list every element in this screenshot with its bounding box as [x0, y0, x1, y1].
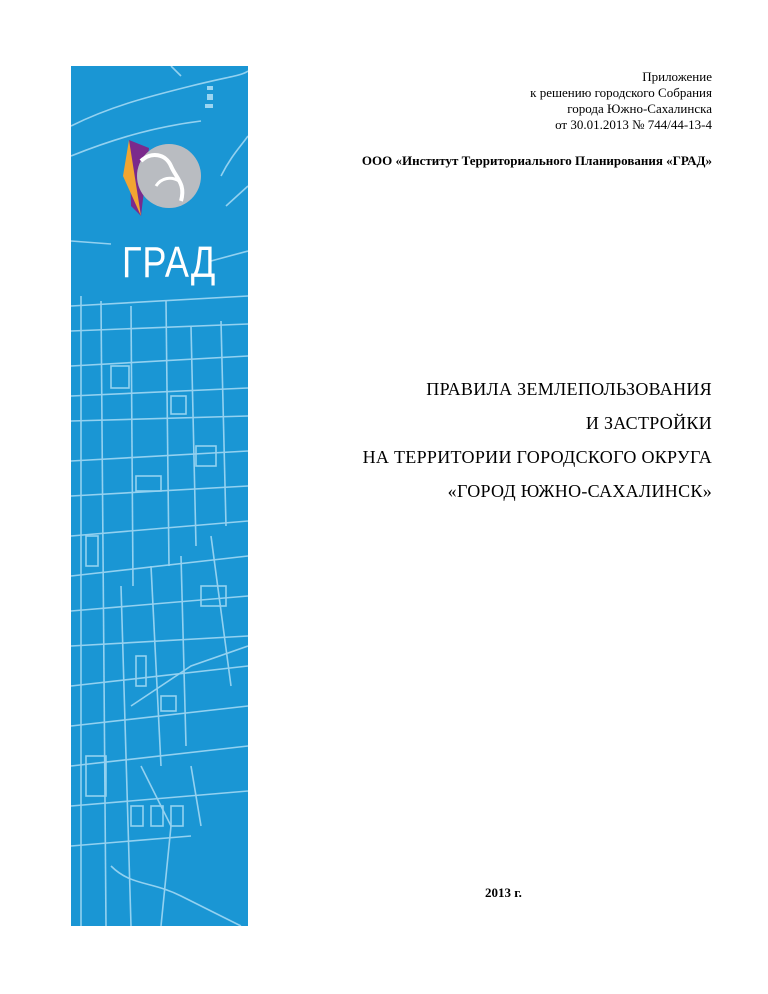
- appendix-note: [530, 69, 712, 133]
- city-map-banner: [71, 66, 248, 926]
- appendix-line: к решению городского Собрания: [530, 85, 712, 100]
- document-year: 2013 г.: [485, 885, 522, 900]
- grad-logo-icon: [71, 66, 248, 926]
- title-line: НА ТЕРРИТОРИИ ГОРОДСКОГО ОКРУГА: [362, 447, 712, 467]
- title-line: ПРАВИЛА ЗЕМЛЕПОЛЬЗОВАНИЯ: [426, 379, 712, 399]
- logo-wordmark: ГРАД: [122, 238, 217, 287]
- title-line: И ЗАСТРОЙКИ: [585, 413, 712, 433]
- appendix-line: Приложение: [642, 69, 712, 84]
- appendix-line: города Южно-Сахалинска: [567, 101, 712, 116]
- title-line: «ГОРОД ЮЖНО-САХАЛИНСК»: [447, 481, 712, 501]
- appendix-line: от 30.01.2013 № 744/44-13-4: [555, 117, 712, 132]
- organization-name: ООО «Институт Территориального Планирования «ГРАД»: [361, 153, 712, 168]
- document-title: [363, 372, 712, 508]
